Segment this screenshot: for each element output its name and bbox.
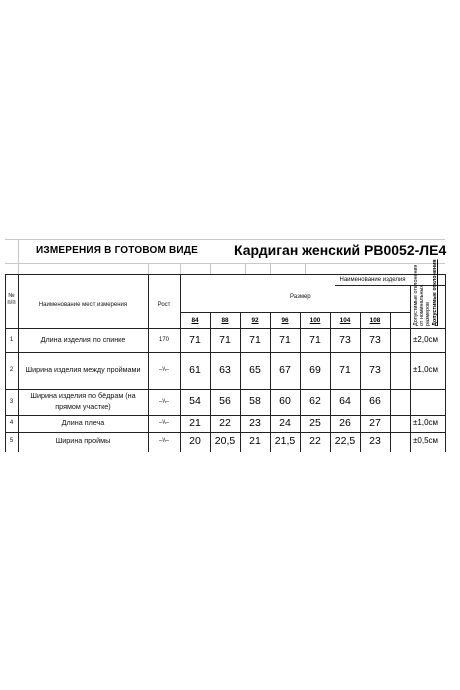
- column-header-name: Наименование мест измерения: [38, 302, 128, 308]
- row-1-height: 170: [158, 337, 169, 343]
- row-3-value: 66: [369, 395, 381, 407]
- grid-line: [245, 263, 246, 274]
- column-header-deviation-2: от номинальных: [419, 284, 425, 326]
- row-3-value: 56: [219, 395, 231, 407]
- row-5-value: 22: [309, 435, 321, 447]
- table-border: [300, 312, 301, 452]
- grid-line: [180, 263, 181, 274]
- table-border: [335, 285, 445, 286]
- size-label-104: 104: [339, 317, 351, 324]
- column-header-height: Рост: [157, 302, 171, 308]
- row-5-value: 21,5: [274, 435, 296, 447]
- row-3-value: 64: [339, 395, 351, 407]
- row-4-height: –\\–: [158, 420, 169, 426]
- column-header-product: Наименование изделия: [339, 277, 406, 283]
- size-label-88: 88: [221, 317, 229, 324]
- row-5-height: –\\–: [158, 438, 169, 444]
- row-4-tolerance: ±1,0см: [413, 418, 439, 427]
- size-label-92: 92: [251, 317, 259, 324]
- row-5-tolerance: ±0,5см: [413, 436, 439, 445]
- table-border: [270, 312, 271, 452]
- table-border: [210, 312, 211, 452]
- row-2-num: 2: [9, 367, 14, 373]
- table-border: [390, 312, 391, 452]
- row-4-value: 24: [279, 417, 291, 429]
- row-3-value: 60: [279, 395, 291, 407]
- row-4-value: 26: [339, 417, 351, 429]
- grid-line: [270, 263, 271, 274]
- table-border: [5, 432, 445, 433]
- grid-line: [5, 263, 445, 264]
- row-5-num: 5: [9, 438, 14, 444]
- table-border: [330, 312, 331, 452]
- column-header-num: № п/п: [7, 293, 16, 306]
- row-2-value: 67: [279, 364, 291, 376]
- table-border: [5, 389, 445, 390]
- row-5-value: 20,5: [214, 435, 236, 447]
- column-header-deviation-bold: Допустимые отклонения: [432, 259, 438, 326]
- table-border: [5, 352, 445, 353]
- row-1-value: 73: [369, 334, 381, 346]
- row-1-value: 71: [249, 334, 261, 346]
- size-label-108: 108: [369, 317, 381, 324]
- row-4-num: 4: [9, 420, 14, 426]
- row-1-value: 71: [279, 334, 291, 346]
- row-1-value: 71: [189, 334, 201, 346]
- row-1-tolerance: ±2,0см: [413, 335, 439, 344]
- row-2-value: 61: [189, 364, 201, 376]
- row-4-value: 22: [219, 417, 231, 429]
- row-2-height: –\\–: [158, 367, 169, 373]
- row-2-name: Ширина изделия между проймами: [25, 365, 141, 374]
- row-1-value: 71: [309, 334, 321, 346]
- table-border: [445, 274, 446, 452]
- row-3-value: 54: [189, 395, 201, 407]
- grid-line: [210, 263, 211, 274]
- row-3-name-line1: Ширина изделия по бёдрам (на: [30, 391, 136, 400]
- column-header-size: Размер: [290, 294, 311, 300]
- size-label-84: 84: [191, 317, 199, 324]
- row-4-value: 25: [309, 417, 321, 429]
- row-4-value: 21: [189, 417, 201, 429]
- row-5-value: 20: [189, 435, 201, 447]
- table-border: [410, 285, 411, 452]
- sheet-product-title: Кардиган женский РВ0052-ЛЕ4: [234, 242, 447, 258]
- row-3-value: 58: [249, 395, 261, 407]
- sheet-left-title: ИЗМЕРЕНИЯ В ГОТОВОМ ВИДЕ: [36, 245, 198, 256]
- row-1-name: Длина изделия по спинке: [40, 335, 126, 344]
- row-1-num: 1: [9, 337, 14, 343]
- table-border: [5, 415, 445, 416]
- table-border: [5, 274, 445, 275]
- size-label-100: 100: [309, 317, 321, 324]
- grid-line: [148, 263, 149, 274]
- row-2-value: 63: [219, 364, 231, 376]
- table-border: [5, 328, 445, 329]
- grid-line: [5, 239, 445, 240]
- row-3-height: –\\–: [158, 399, 169, 405]
- size-label-96: 96: [281, 317, 289, 324]
- row-3-name-line2: прямом участке): [55, 402, 111, 411]
- row-5-value: 21: [249, 435, 261, 447]
- row-3-num: 3: [9, 399, 14, 405]
- row-1-value: 71: [219, 334, 231, 346]
- table-border: [240, 312, 241, 452]
- row-2-value: 69: [309, 364, 321, 376]
- row-4-value: 27: [369, 417, 381, 429]
- row-3-value: 62: [309, 395, 321, 407]
- grid-line: [305, 263, 306, 274]
- grid-line: [18, 239, 19, 274]
- row-2-value: 73: [369, 364, 381, 376]
- row-2-value: 71: [339, 364, 351, 376]
- column-header-deviation: Допустимые отклонения: [413, 264, 419, 326]
- row-5-value: 23: [369, 435, 381, 447]
- row-5-value: 22,5: [334, 435, 356, 447]
- column-header-deviation-3: размеров: [425, 302, 431, 326]
- table-border: [360, 312, 361, 452]
- row-1-value: 73: [339, 334, 351, 346]
- row-2-tolerance: ±1,0см: [413, 365, 439, 374]
- row-5-name: Ширина проймы: [55, 436, 111, 445]
- table-border: [180, 312, 410, 313]
- row-4-value: 23: [249, 417, 261, 429]
- row-4-name: Длина плеча: [61, 418, 105, 427]
- row-2-value: 65: [249, 364, 261, 376]
